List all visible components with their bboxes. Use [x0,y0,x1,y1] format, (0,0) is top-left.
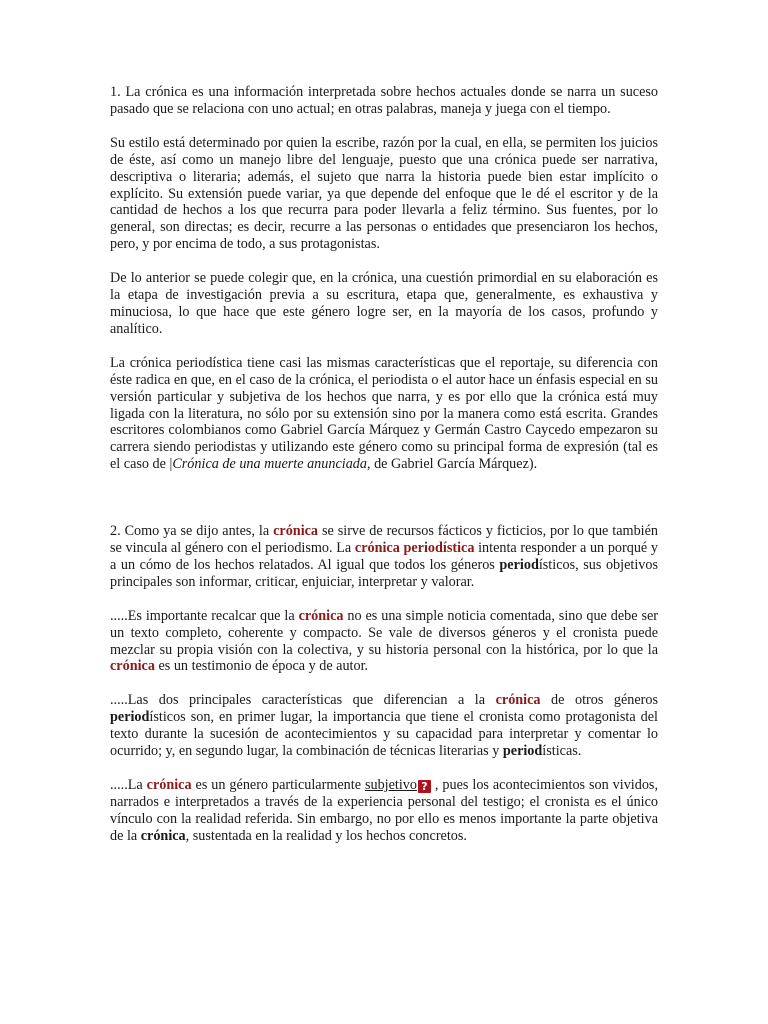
p7-text-1: .....Las dos principales características que diferencian a la [110,692,496,709]
p7-text-3: ísticos son, en primer lugar, la importancia que tiene el cronista como protagonista del texto durante la sucesión de acontecimientos y su capacidad para interpretar y comentar lo ocurrido; y, en segundo lugar, la combinación de técnicas literarias y [110,709,658,760]
p5-text-4: ísticos, sus objetivos principales son informar, criticar, enjuiciar, interpretar y valorar. [110,556,658,590]
p8-text-4: , sustentada en la realidad y los hechos concretos. [185,827,467,844]
keyword-cronica: crónica [298,607,344,624]
subjetivo-link[interactable]: subjetivo [364,777,417,793]
keyword-cronica: crónica [273,523,319,540]
keyword-period: period [110,709,150,726]
p8-text-1: .....La [110,777,147,793]
keyword-period: period [502,743,543,760]
paragraph-3: De lo anterior se puede colegir que, en la crónica, una cuestión primordial en su elaboración es la etapa de investigación previa a su escritura, etapa que, generalmente, es exhaustiva y minuciosa, lo que hace que este género logre ser, en la mayoría de los casos, profundo y analítico. [110,270,658,337]
p8-text-2: es un género particularmente [191,777,365,793]
document-body [110,84,658,845]
p7-text-2: de otros géneros [540,692,658,709]
keyword-cronica-periodistica: crónica periodística [354,540,475,557]
keyword-cronica: crónica [110,658,155,675]
p6-text-1: .....Es importante recalcar que la [110,607,299,624]
keyword-period: period [499,556,539,573]
paragraph-4-tail: , de Gabriel García Márquez). [366,456,538,473]
paragraph-6 [110,608,658,676]
keyword-cronica: crónica [146,777,192,793]
p5-text-3: intenta responder a un porqué y a un cómo de los hechos relatados. Al igual que todos los géneros [110,540,658,573]
p6-text-2: no es una simple noticia comentada, sino que debe ser un texto completo, coherente y compacto. Se vale de diversos géneros y el cronista puede mezclar su propia visión con la colectiva, y su historia personal con la histórica, por lo que la [110,607,659,658]
keyword-cronica: crónica [495,692,541,709]
paragraph-1: 1. La crónica es una información interpretada sobre hechos actuales donde se narra un suceso pasado que se relaciona con uno actual; en otras palabras, maneja y juega con el tiempo. [110,84,658,117]
paragraph-5 [110,523,658,591]
question-mark-icon[interactable]: ? [418,780,431,793]
p7-text-4: ísticas. [542,743,582,760]
book-title: Crónica de una muerte anunciada [172,456,367,473]
keyword-cronica: crónica [140,827,186,844]
paragraph-4-text: La crónica periodística tiene casi las mismas características que el reportaje, su diferencia con éste radica en que, en el caso de la crónica, el periodista o el autor hace un énfasis especial en su versión particular y subjetiva de los hechos que narra, y es por ello que la crónica está muy ligada con la literatura, no sólo por su extensión sino por la manera como está escrita. Grandes escritores colombianos como Gabriel García Márquez y Germán Castro Caycedo empezaron su carrera siendo periodistas y utilizando este género como su principal forma de expresión (tal es el caso de | [110,354,658,473]
p5-text-1: 2. Como ya se dijo antes, la [110,523,274,540]
paragraph-4 [110,355,658,473]
paragraph-7 [110,692,658,760]
p6-text-3: es un testimonio de época y de autor. [154,658,369,675]
p5-text-2: se sirve de recursos fácticos y ficticios, por lo que también se vincula al género con el periodismo. La [110,523,658,557]
paragraph-8 [110,777,658,845]
p8-text-3: , pues los acontecimientos son vividos, narrados e interpretados a través de la experiencia personal del testigo; el cronista es el único vínculo con la realidad referida. Sin embargo, no por ello es menos importante la parte objetiva de la [110,777,659,844]
paragraph-2: Su estilo está determinado por quien la escribe, razón por la cual, en ella, se permiten los juicios de éste, así como un manejo libre del lenguaje, puesto que una crónica puede ser narrativa, descriptiva o literaria; además, el sujeto que narra la historia puede bien estar implícito o explícito. Su extensión puede variar, ya que depende del enfoque que le dé el escritor y de la cantidad de hechos a los que recurra para poder llevarla a feliz término. Sus fuentes, por lo general, son directas; es decir, recurre a las personas o entidades que presenciaron los hechos, pero, y por encima de todo, a sus protagonistas. [110,134,658,253]
